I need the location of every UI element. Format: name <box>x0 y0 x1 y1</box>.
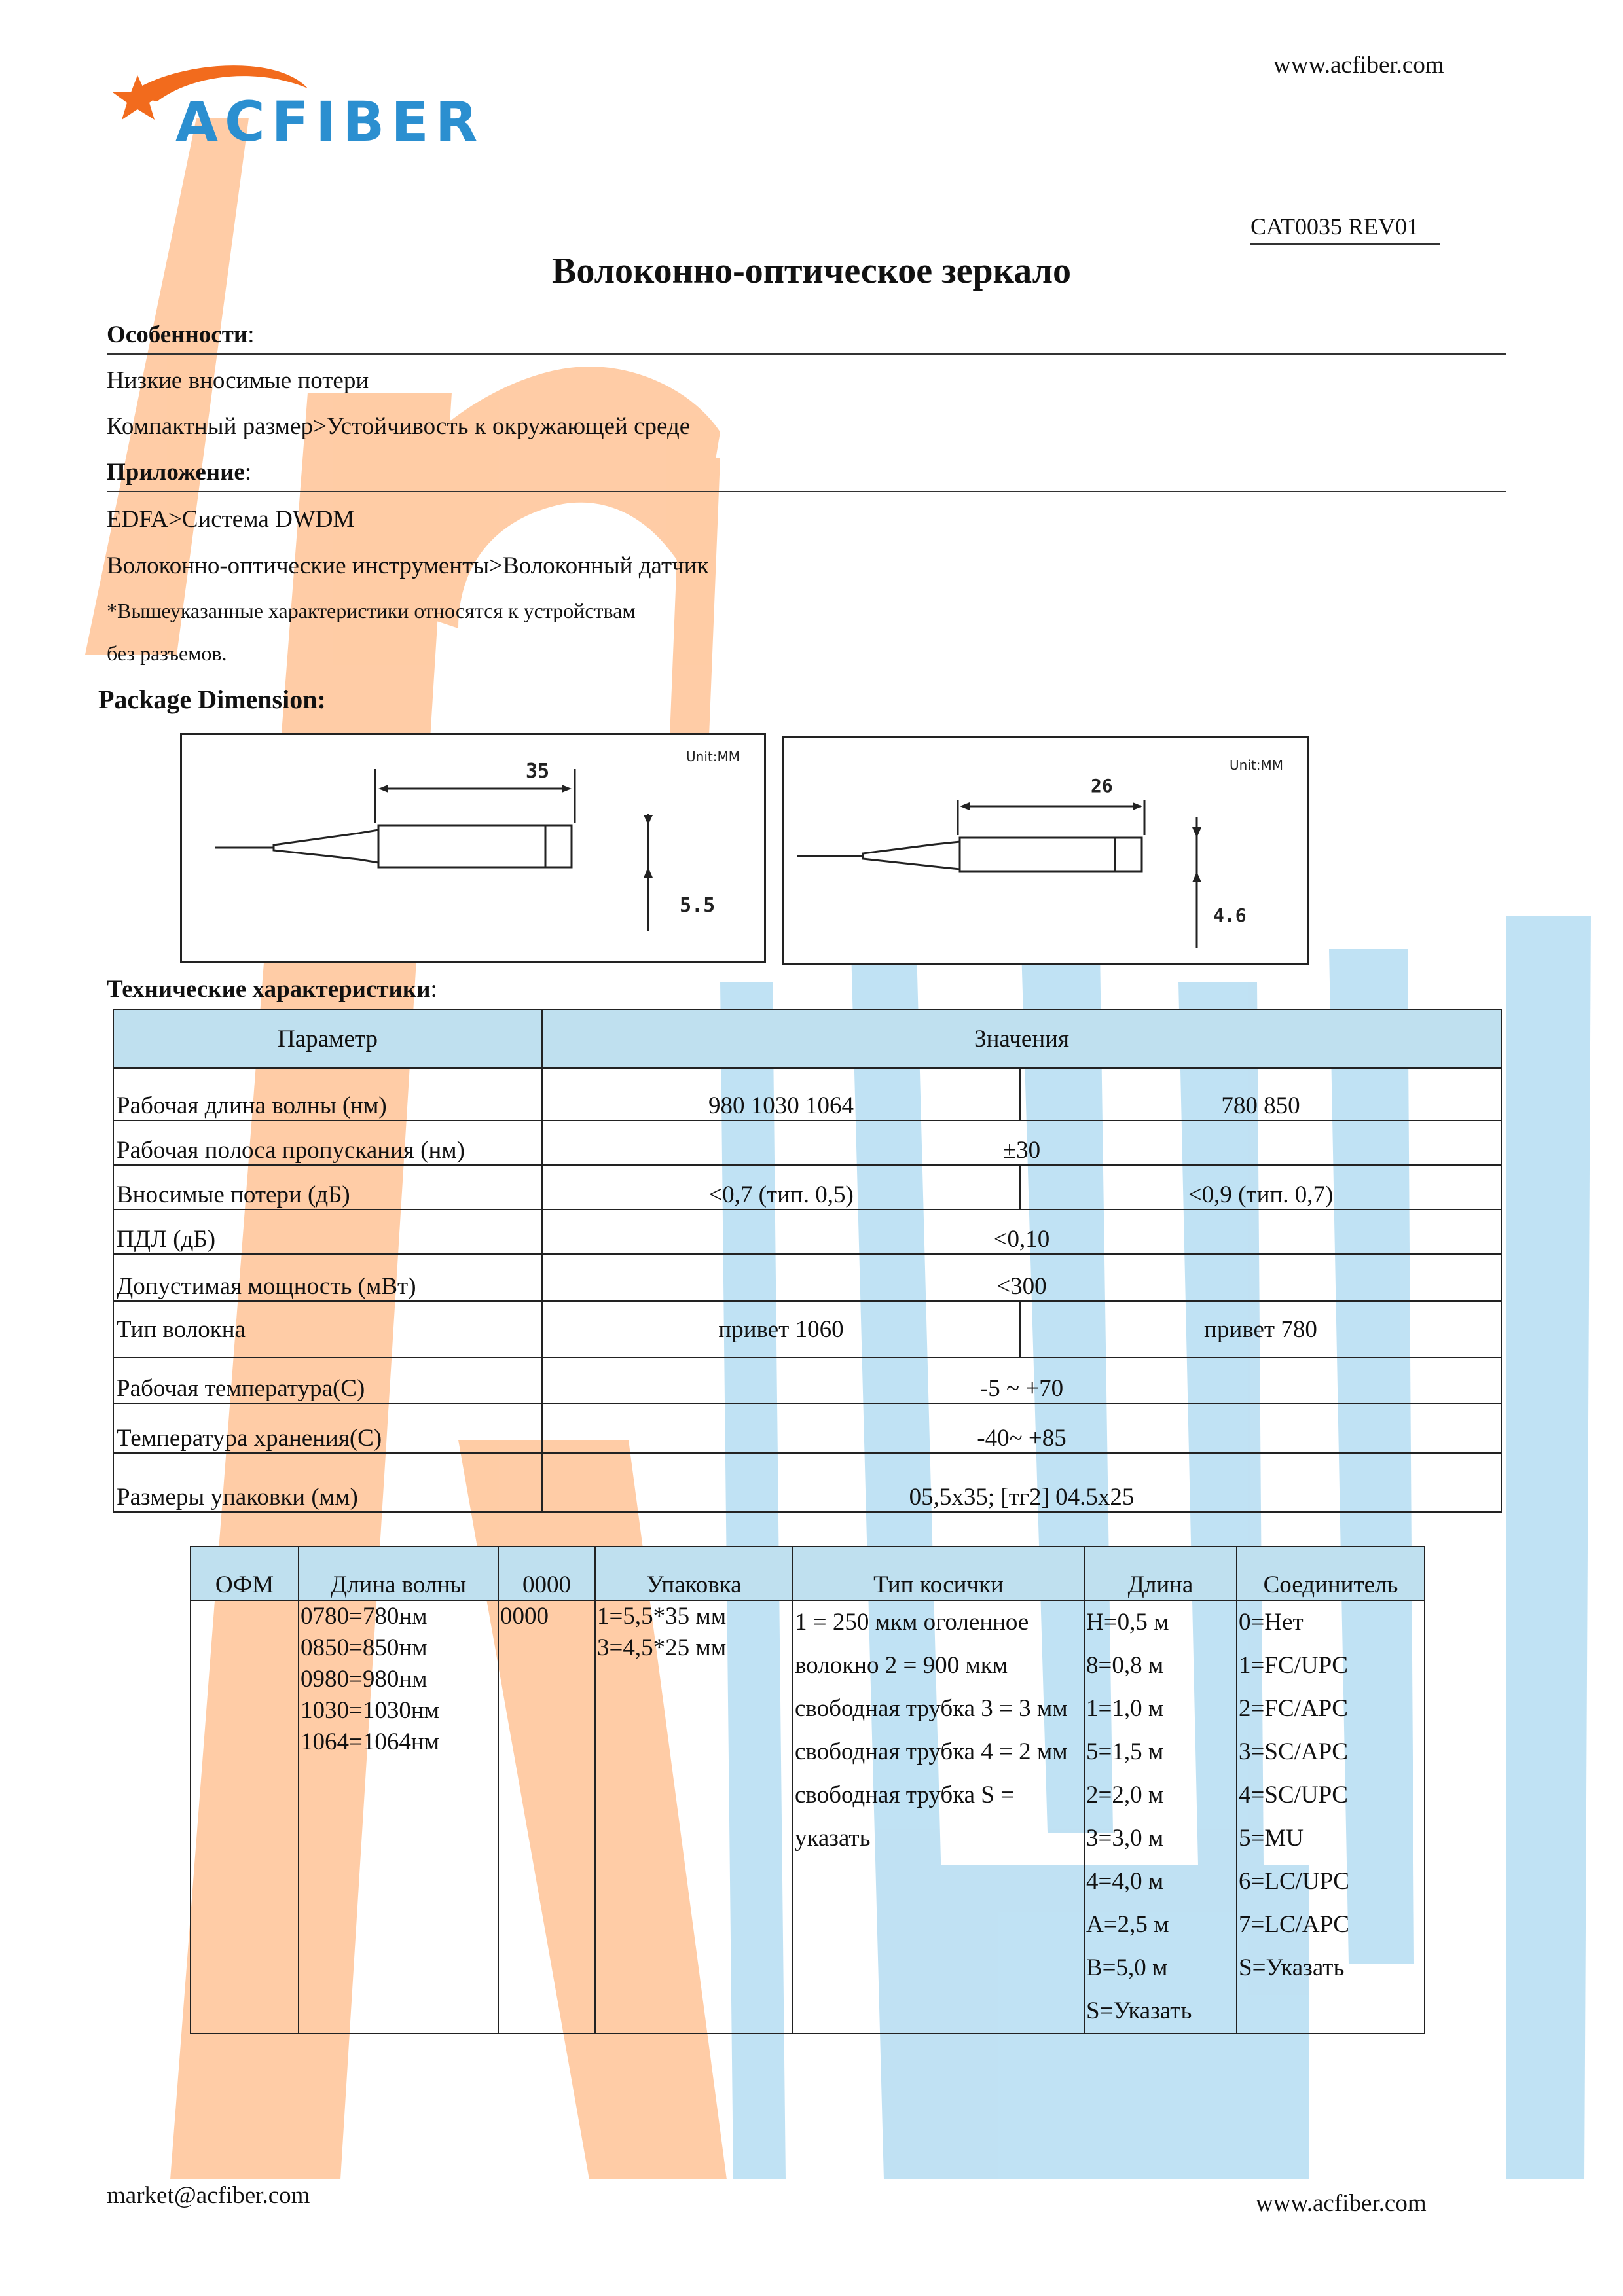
option-item: 2=FC/APC <box>1239 1695 1348 1722</box>
feature-item: Компактный размер>Устойчивость к окружающей среде <box>107 413 691 440</box>
ordering-header-connector: Соединитель <box>1237 1547 1425 1600</box>
application-heading-text: Приложение <box>107 459 245 486</box>
column-header-values: Значения <box>542 1009 1501 1068</box>
value-cell: <0,10 <box>542 1210 1501 1254</box>
specs-heading <box>107 975 437 1003</box>
application-note: без разъемов. <box>107 641 227 665</box>
param-cell: Температура хранения(C) <box>113 1403 542 1453</box>
table-row <box>113 1121 1501 1165</box>
application-divider <box>107 491 1506 492</box>
fiber-mirror-drawing-icon <box>784 738 1307 963</box>
param-cell: Вносимые потери (дБ) <box>113 1165 542 1210</box>
table-row <box>113 1210 1501 1254</box>
ordering-table <box>190 1546 1425 2034</box>
logo <box>111 49 484 160</box>
option-item: 5=1,5 м <box>1086 1738 1164 1765</box>
page-title: Волоконно-оптическое зеркало <box>552 251 1071 291</box>
drawing2-diameter: 4.6 <box>1213 905 1247 926</box>
table-row <box>113 1453 1501 1512</box>
application-item: Волоконно-оптические инструменты>Волоконный датчик <box>107 552 709 579</box>
option-item: 3=4,5*25 мм <box>597 1634 727 1661</box>
ordering-header-ofm: ОФМ <box>191 1547 299 1600</box>
wavelength-options <box>299 1600 498 2034</box>
option-item: 0850=850нм <box>301 1634 428 1661</box>
drawing1-unit: Unit:MM <box>686 749 740 764</box>
table-header-row <box>113 1009 1501 1068</box>
features-heading-text: Особенности <box>107 321 248 348</box>
option-item: 0980=980нм <box>301 1666 428 1693</box>
option-item: B=5,0 м <box>1086 1954 1168 1981</box>
value-cell: привет 780 <box>1020 1301 1501 1357</box>
logo-text: ACFIBER <box>175 90 484 154</box>
option-item: 3=SC/APC <box>1239 1738 1348 1765</box>
header-website: www.acfiber.com <box>1273 52 1444 79</box>
option-item: 3=3,0 м <box>1086 1825 1164 1852</box>
features-heading-sep: : <box>247 321 255 348</box>
param-cell: Рабочая длина волны (нм) <box>113 1068 542 1121</box>
option-item: 0=Нет <box>1239 1609 1304 1636</box>
footer-email-link[interactable]: market@acfiber.com <box>107 2182 310 2209</box>
document-code-underline <box>1250 243 1440 245</box>
param-cell: ПДЛ (дБ) <box>113 1210 542 1254</box>
drawing2-unit: Unit:MM <box>1230 757 1283 773</box>
connector-options <box>1237 1600 1425 2034</box>
option-item: 1030=1030нм <box>301 1697 440 1724</box>
option-item: 1=FC/UPC <box>1239 1652 1348 1679</box>
option-item: S=Указать <box>1239 1954 1345 1981</box>
drawing1-length: 35 <box>526 760 550 783</box>
specs-table <box>113 1009 1502 1513</box>
value-cell: 780 850 <box>1020 1068 1501 1121</box>
table-row <box>113 1068 1501 1121</box>
table-row <box>113 1403 1501 1453</box>
option-item: 6=LC/UPC <box>1239 1868 1349 1895</box>
code-cell: 0000 <box>498 1600 595 2034</box>
pigtail-options <box>793 1600 1084 2034</box>
table-row <box>113 1165 1501 1210</box>
option-item: 2=2,0 м <box>1086 1782 1164 1808</box>
param-cell: Размеры упаковки (мм) <box>113 1453 542 1512</box>
ofm-cell <box>191 1600 299 2034</box>
param-cell: Рабочая температура(C) <box>113 1357 542 1403</box>
ordering-options-row <box>191 1600 1425 2034</box>
ordering-header-wavelength: Длина волны <box>299 1547 498 1600</box>
value-cell: 980 1030 1064 <box>542 1068 1020 1121</box>
option-item: H=0,5 м <box>1086 1609 1169 1636</box>
option-item: 1=5,5*35 мм <box>597 1603 727 1630</box>
ordering-header-code: 0000 <box>498 1547 595 1600</box>
value-cell: -40~ +85 <box>542 1403 1501 1453</box>
drawing2-length: 26 <box>1091 775 1113 797</box>
option-item: 1064=1064нм <box>301 1729 440 1755</box>
document-code: CAT0035 REV01 <box>1250 213 1419 240</box>
table-row <box>113 1301 1501 1357</box>
package-heading <box>98 684 326 715</box>
value-cell: <0,7 (тип. 0,5) <box>542 1165 1020 1210</box>
ordering-header-pigtail: Тип косички <box>793 1547 1084 1600</box>
package-drawing-35mm <box>180 733 766 963</box>
value-cell: привет 1060 <box>542 1301 1020 1357</box>
option-item: 5=MU <box>1239 1825 1304 1852</box>
value-cell: -5 ~ +70 <box>542 1357 1501 1403</box>
option-item: 1=1,0 м <box>1086 1695 1164 1722</box>
footer-website-link[interactable]: www.acfiber.com <box>1256 2190 1427 2217</box>
ordering-header-row <box>191 1547 1425 1600</box>
option-item: 4=SC/UPC <box>1239 1782 1348 1808</box>
package-options <box>595 1600 793 2034</box>
value-cell: <300 <box>542 1254 1501 1301</box>
specs-heading-sep: : <box>430 976 437 1003</box>
specs-heading-text: Технические характеристики <box>107 976 431 1003</box>
application-heading <box>107 458 251 486</box>
param-cell: Рабочая полоса пропускания (нм) <box>113 1121 542 1165</box>
ordering-header-package: Упаковка <box>595 1547 793 1600</box>
param-cell: Допустимая мощность (мВт) <box>113 1254 542 1301</box>
option-item: 7=LC/APC <box>1239 1911 1349 1938</box>
ordering-header-length: Длина <box>1084 1547 1237 1600</box>
feature-item: Низкие вносимые потери <box>107 367 369 394</box>
package-drawing-26mm <box>782 736 1309 965</box>
package-heading-sep: : <box>317 685 326 714</box>
column-header-parameter: Параметр <box>113 1009 542 1068</box>
features-divider <box>107 353 1506 355</box>
option-item: 0780=780нм <box>301 1603 428 1630</box>
option-item: S=Указать <box>1086 1998 1192 2024</box>
option-item: A=2,5 м <box>1086 1911 1169 1938</box>
drawing1-diameter: 5.5 <box>680 894 716 917</box>
application-note: *Вышеуказанные характеристики относятся к устройствам <box>107 599 636 622</box>
features-heading <box>107 321 254 349</box>
fiber-mirror-drawing-icon <box>182 735 764 961</box>
application-heading-sep: : <box>244 459 252 486</box>
application-item: EDFA>Система DWDM <box>107 506 355 533</box>
package-heading-text: Package Dimension <box>98 685 318 714</box>
param-cell: Тип волокна <box>113 1301 542 1357</box>
table-row <box>113 1254 1501 1301</box>
value-cell: ±30 <box>542 1121 1501 1165</box>
pigtail-text: 1 = 250 мкм оголенное волокно 2 = 900 мкм свободная трубка 3 = 3 мм свободная трубка 4 = 2 мм свободная трубка S = указать <box>795 1609 1068 1852</box>
value-cell: 05,5x35; [тг2] 04.5x25 <box>542 1453 1501 1512</box>
option-item: 4=4,0 м <box>1086 1868 1164 1895</box>
table-row <box>113 1357 1501 1403</box>
length-options <box>1084 1600 1237 2034</box>
value-cell: <0,9 (тип. 0,7) <box>1020 1165 1501 1210</box>
option-item: 8=0,8 м <box>1086 1652 1164 1679</box>
